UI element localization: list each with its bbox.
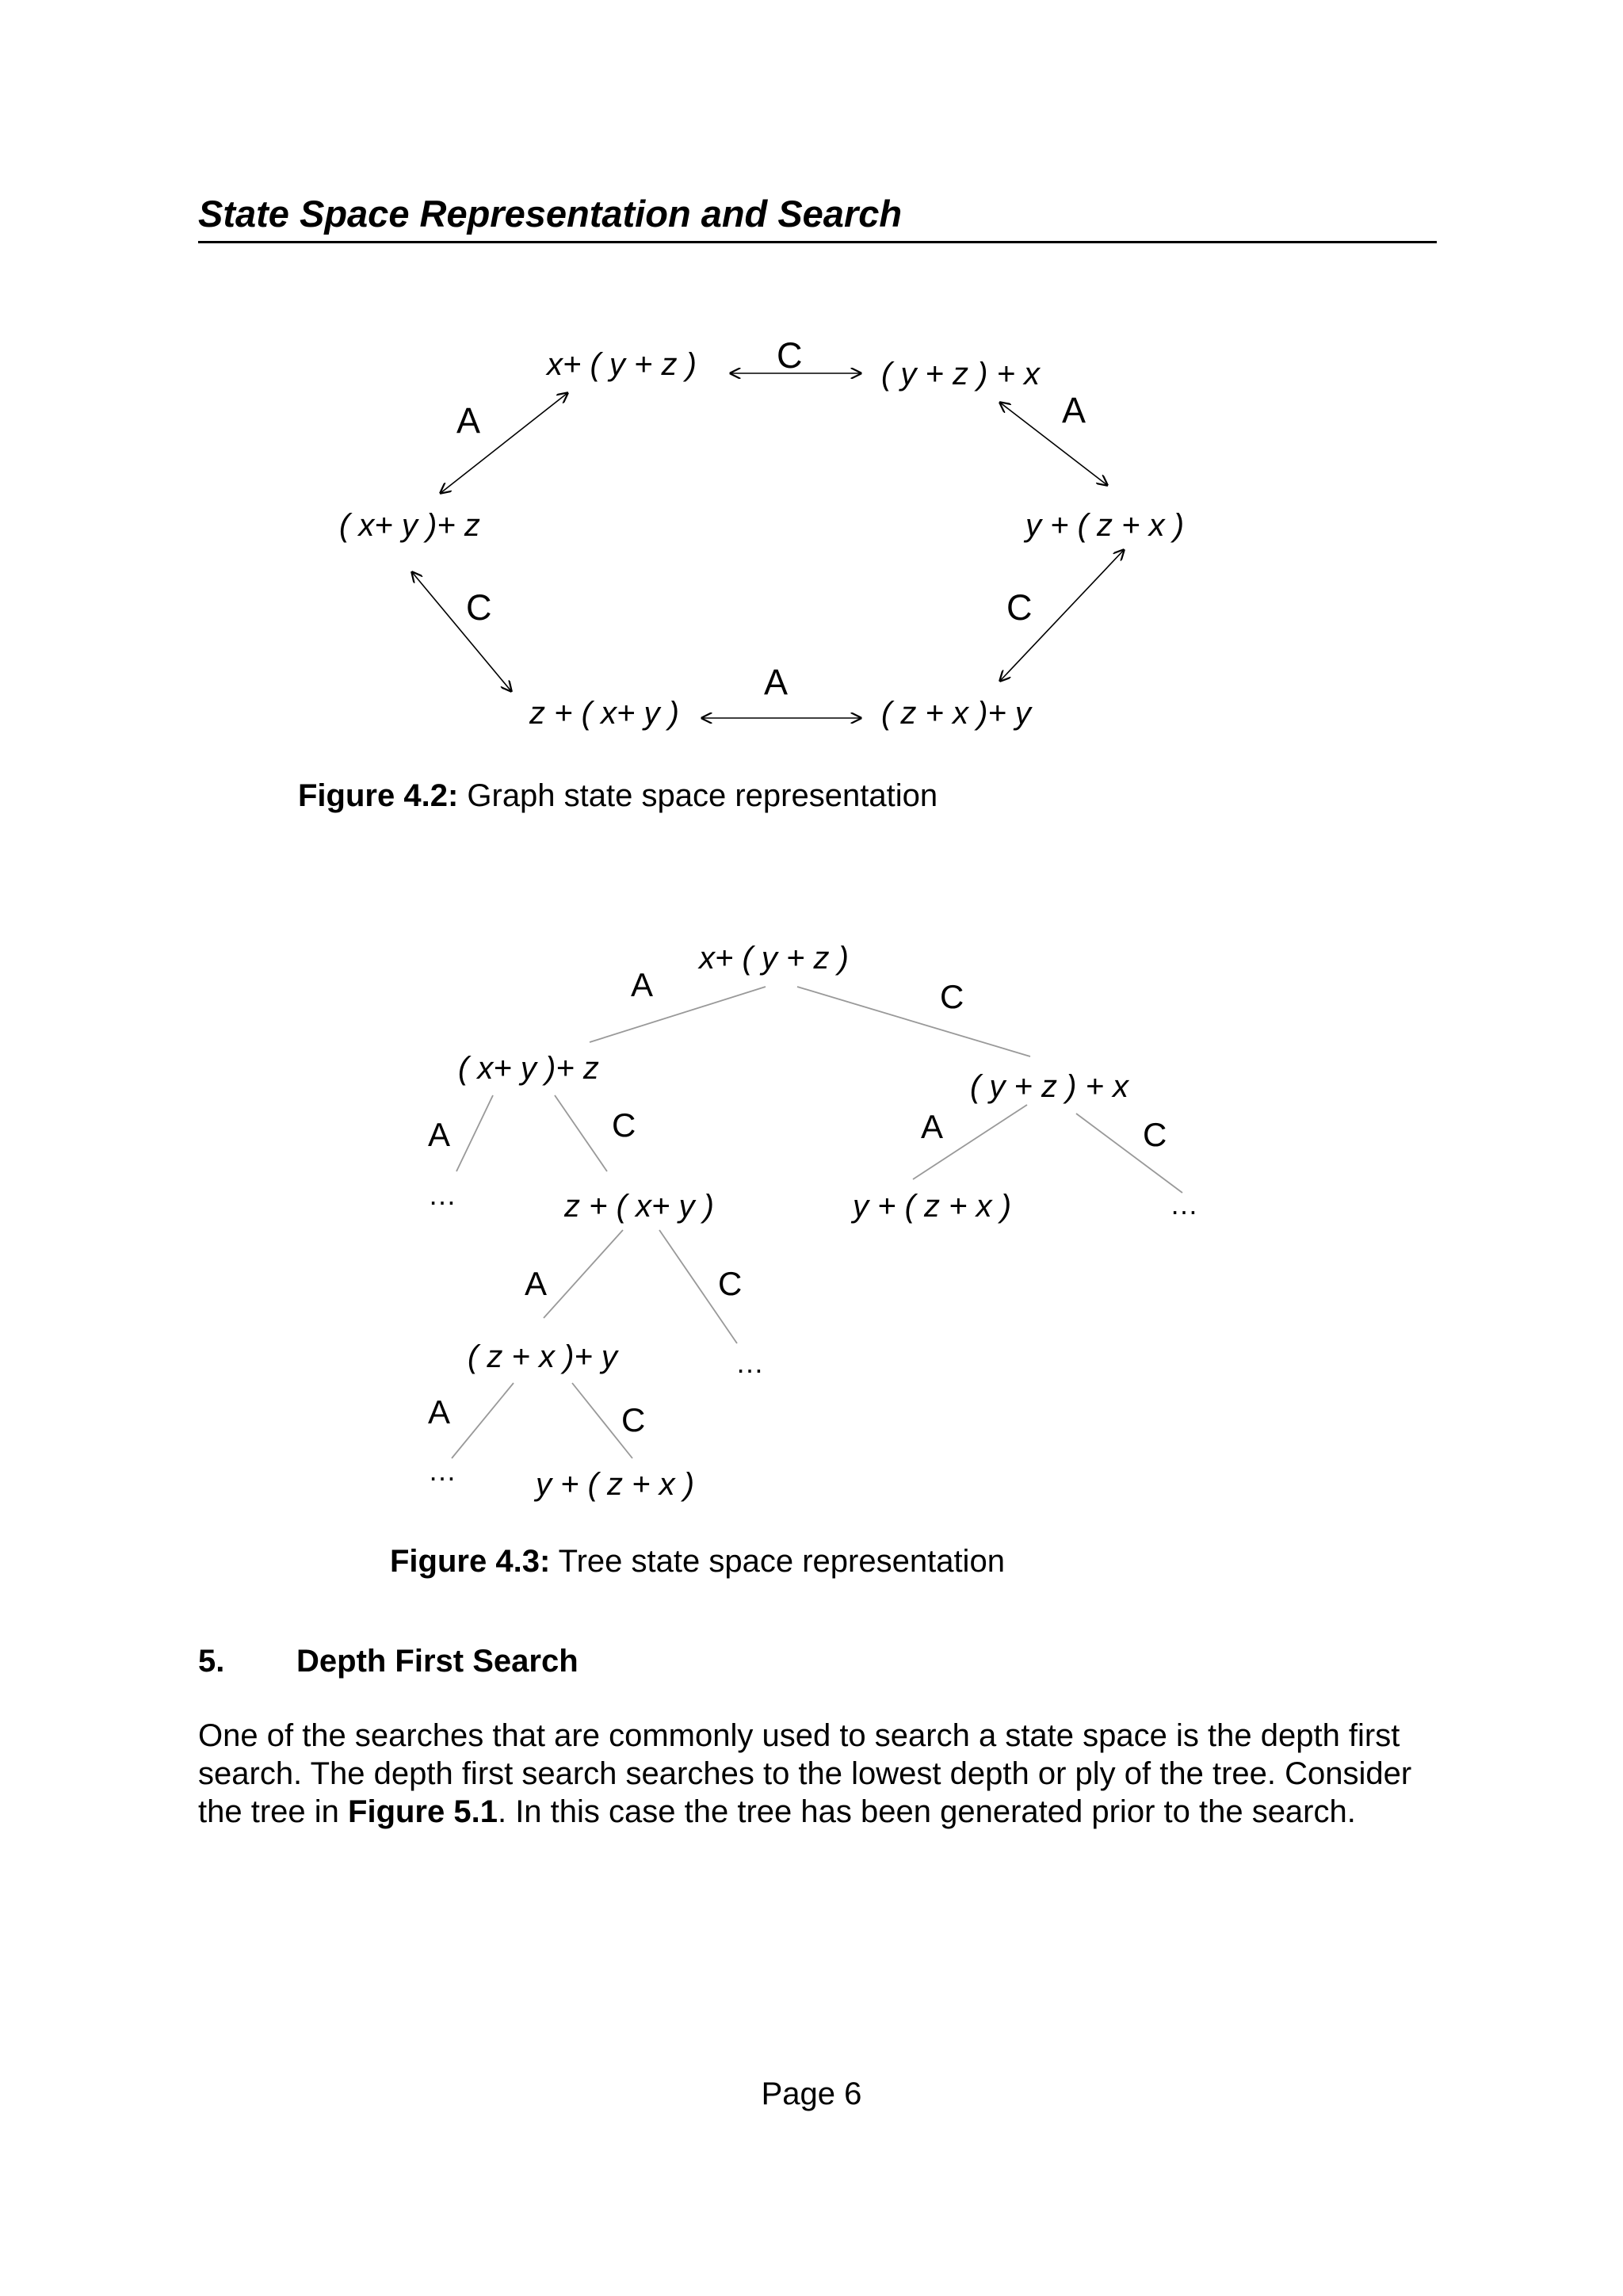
graph-edge-label-top: C xyxy=(777,335,803,376)
tree-edge-label-l1-left-a: A xyxy=(428,1116,451,1153)
tree-edge-label-l1-right-c: C xyxy=(1143,1116,1167,1153)
page-header-title: State Space Representation and Search xyxy=(198,193,903,235)
tree-node-l2-left: z + ( x+ y ) xyxy=(564,1189,714,1224)
figure-4-3-caption xyxy=(390,1544,1005,1580)
graph-node-bottom-left: z + ( x+ y ) xyxy=(529,696,679,731)
tree-edge-label-l2-c: C xyxy=(718,1265,743,1302)
figure-4-3-tree xyxy=(428,941,1198,1502)
body-text-part1: One of the searches that are commonly used to search a state space is the depth first search. The depth first search searches to the lowest depth or ply of the tree. Consider the tree in xyxy=(198,1718,1412,1829)
figure-4-2-caption xyxy=(298,778,938,814)
tree-ellipsis: … xyxy=(428,1179,456,1211)
tree-edge-l1-left-c xyxy=(555,1095,607,1171)
tree-node-root: x+ ( y + z ) xyxy=(699,941,849,976)
tree-ellipsis: … xyxy=(1170,1188,1198,1221)
tree-edge-label-root-a: A xyxy=(631,966,654,1003)
graph-edge-label-bottom: A xyxy=(764,662,789,702)
section-number: 5. xyxy=(198,1644,225,1679)
tree-edge-label-l3-c: C xyxy=(621,1401,646,1438)
graph-edge-label-upper-left: A xyxy=(456,400,481,441)
graph-edge-upper-right xyxy=(1000,403,1107,485)
graph-edge-lower-left xyxy=(412,572,511,691)
figure-4-3-caption-label: Figure 4.3: xyxy=(390,1544,551,1579)
figure-4-2-caption-label: Figure 4.2: xyxy=(298,778,459,813)
tree-edge-l2-a xyxy=(544,1230,623,1318)
graph-node-top-left: x+ ( y + z ) xyxy=(547,347,697,382)
graph-node-mid-right: y + ( z + x ) xyxy=(1025,508,1185,543)
graph-edge-label-lower-right: C xyxy=(1006,587,1033,628)
figure-4-2-caption-text: Graph state space representation xyxy=(458,778,938,813)
tree-node-l4-right: y + ( z + x ) xyxy=(536,1467,695,1502)
tree-edge-label-l2-a: A xyxy=(525,1265,548,1302)
tree-edge-label-l3-a: A xyxy=(428,1393,451,1431)
tree-edge-label-l1-left-c: C xyxy=(612,1106,636,1144)
body-text-part2: . In this case the tree has been generated prior to the search. xyxy=(497,1794,1356,1829)
page-number: Page 6 xyxy=(761,2076,862,2111)
tree-node-l1-left: ( x+ y )+ z xyxy=(458,1051,599,1086)
graph-edge-label-lower-left: C xyxy=(466,587,492,628)
tree-edge-l1-left-a xyxy=(456,1095,493,1171)
tree-node-l2-right: y + ( z + x ) xyxy=(853,1189,1012,1224)
figure-reference: Figure 5.1 xyxy=(348,1794,498,1829)
figure-4-3-caption-text: Tree state space representation xyxy=(550,1544,1005,1579)
tree-edge-label-l1-right-a: A xyxy=(921,1108,944,1145)
section-title: Depth First Search xyxy=(296,1644,579,1679)
tree-edge-root-c xyxy=(797,987,1030,1056)
tree-node-l3-left: ( z + x )+ y xyxy=(468,1339,617,1374)
graph-node-top-right: ( y + z ) + x xyxy=(881,357,1041,392)
graph-edge-label-upper-right: A xyxy=(1062,390,1086,430)
tree-edge-root-a xyxy=(590,987,766,1042)
tree-ellipsis: … xyxy=(428,1454,456,1487)
tree-edge-label-root-c: C xyxy=(940,978,964,1015)
tree-ellipsis: … xyxy=(735,1347,764,1379)
section-heading xyxy=(198,1644,579,1679)
tree-edge-l3-a xyxy=(452,1383,514,1458)
body-paragraph xyxy=(198,1717,1450,1831)
graph-node-mid-left: ( x+ y )+ z xyxy=(339,508,480,543)
figure-4-2-graph xyxy=(339,335,1184,731)
graph-node-bottom-right: ( z + x )+ y xyxy=(881,696,1031,731)
tree-node-l1-right: ( y + z ) + x xyxy=(970,1069,1129,1104)
